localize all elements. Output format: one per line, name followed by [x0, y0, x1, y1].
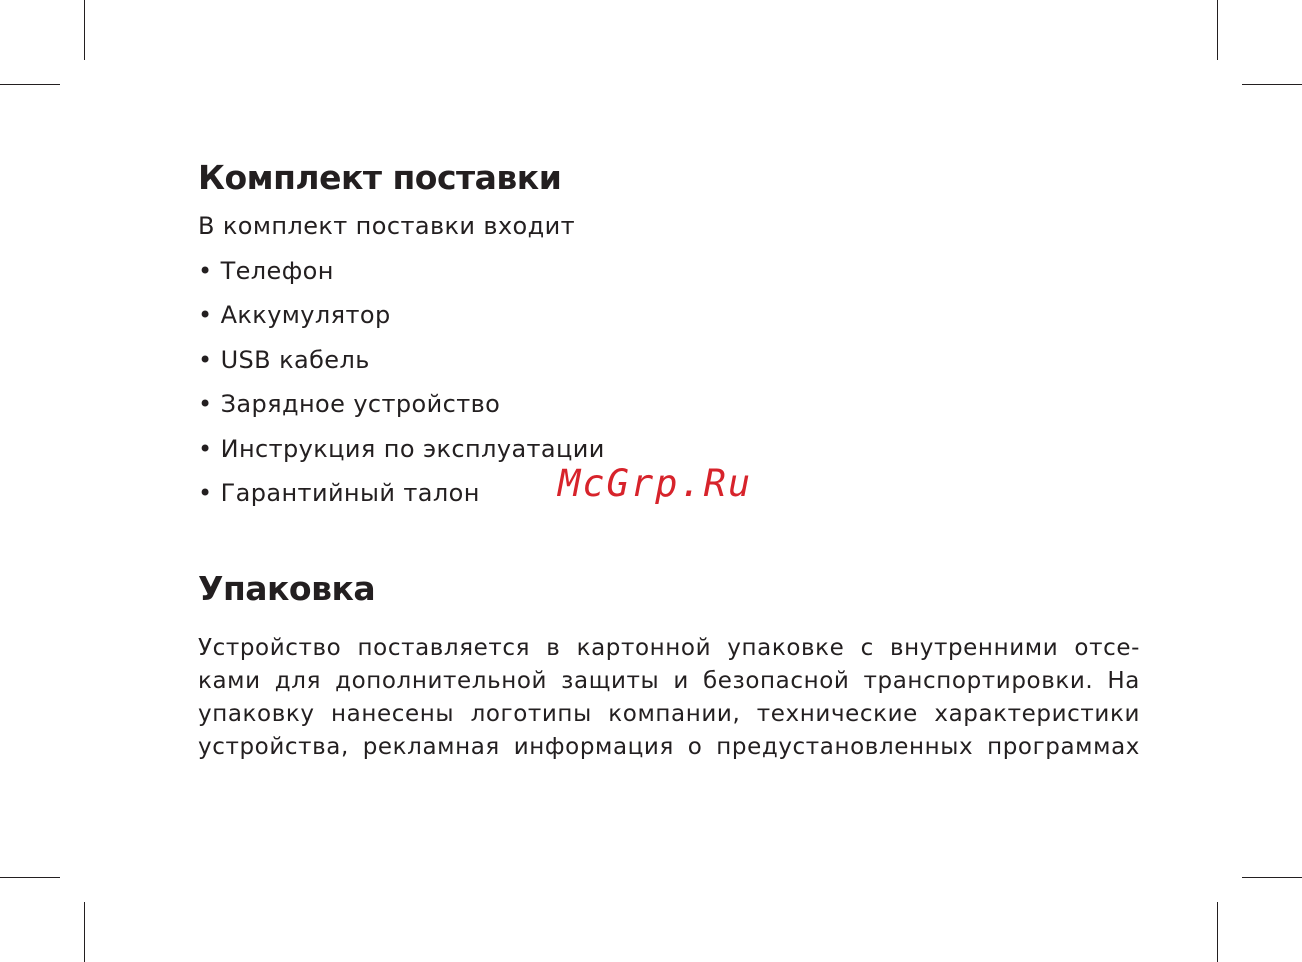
packaging-line: Устройство поставляется в картонной упаковке с внутренними отсе-	[198, 635, 1140, 661]
kit-list-item: • Инструкция по эксплуатации	[198, 435, 605, 463]
crop-mark-bottom-right-vertical	[1217, 902, 1218, 962]
packaging-line: ками для дополнительной защиты и безопасной транспортировки. На	[198, 668, 1140, 694]
kit-list-item: • Телефон	[198, 257, 334, 285]
kit-list-item: • Гарантийный талон	[198, 479, 480, 507]
kit-list-item: • Аккумулятор	[198, 301, 391, 329]
packaging-line: упаковку нанесены логотипы компании, технические характеристики	[198, 701, 1140, 727]
kit-intro: В комплект поставки входит	[198, 212, 576, 240]
crop-mark-bottom-left-vertical	[84, 902, 85, 962]
packaging-title: Упаковка	[198, 569, 376, 608]
crop-mark-top-right-horizontal	[1242, 84, 1302, 85]
crop-mark-bottom-left-horizontal	[0, 877, 60, 878]
watermark-text: McGrp.Ru	[558, 462, 753, 505]
kit-list-item: • Зарядное устройство	[198, 390, 501, 418]
crop-mark-top-right-vertical	[1217, 0, 1218, 60]
kit-title: Комплект поставки	[198, 158, 562, 197]
crop-mark-top-left-vertical	[84, 0, 85, 60]
kit-list-item: • USB кабель	[198, 346, 370, 374]
crop-mark-top-left-horizontal	[0, 84, 60, 85]
crop-mark-bottom-right-horizontal	[1242, 877, 1302, 878]
packaging-line: устройства, рекламная информация о предустановленных программах	[198, 734, 1140, 760]
packaging-paragraph	[198, 632, 1140, 764]
